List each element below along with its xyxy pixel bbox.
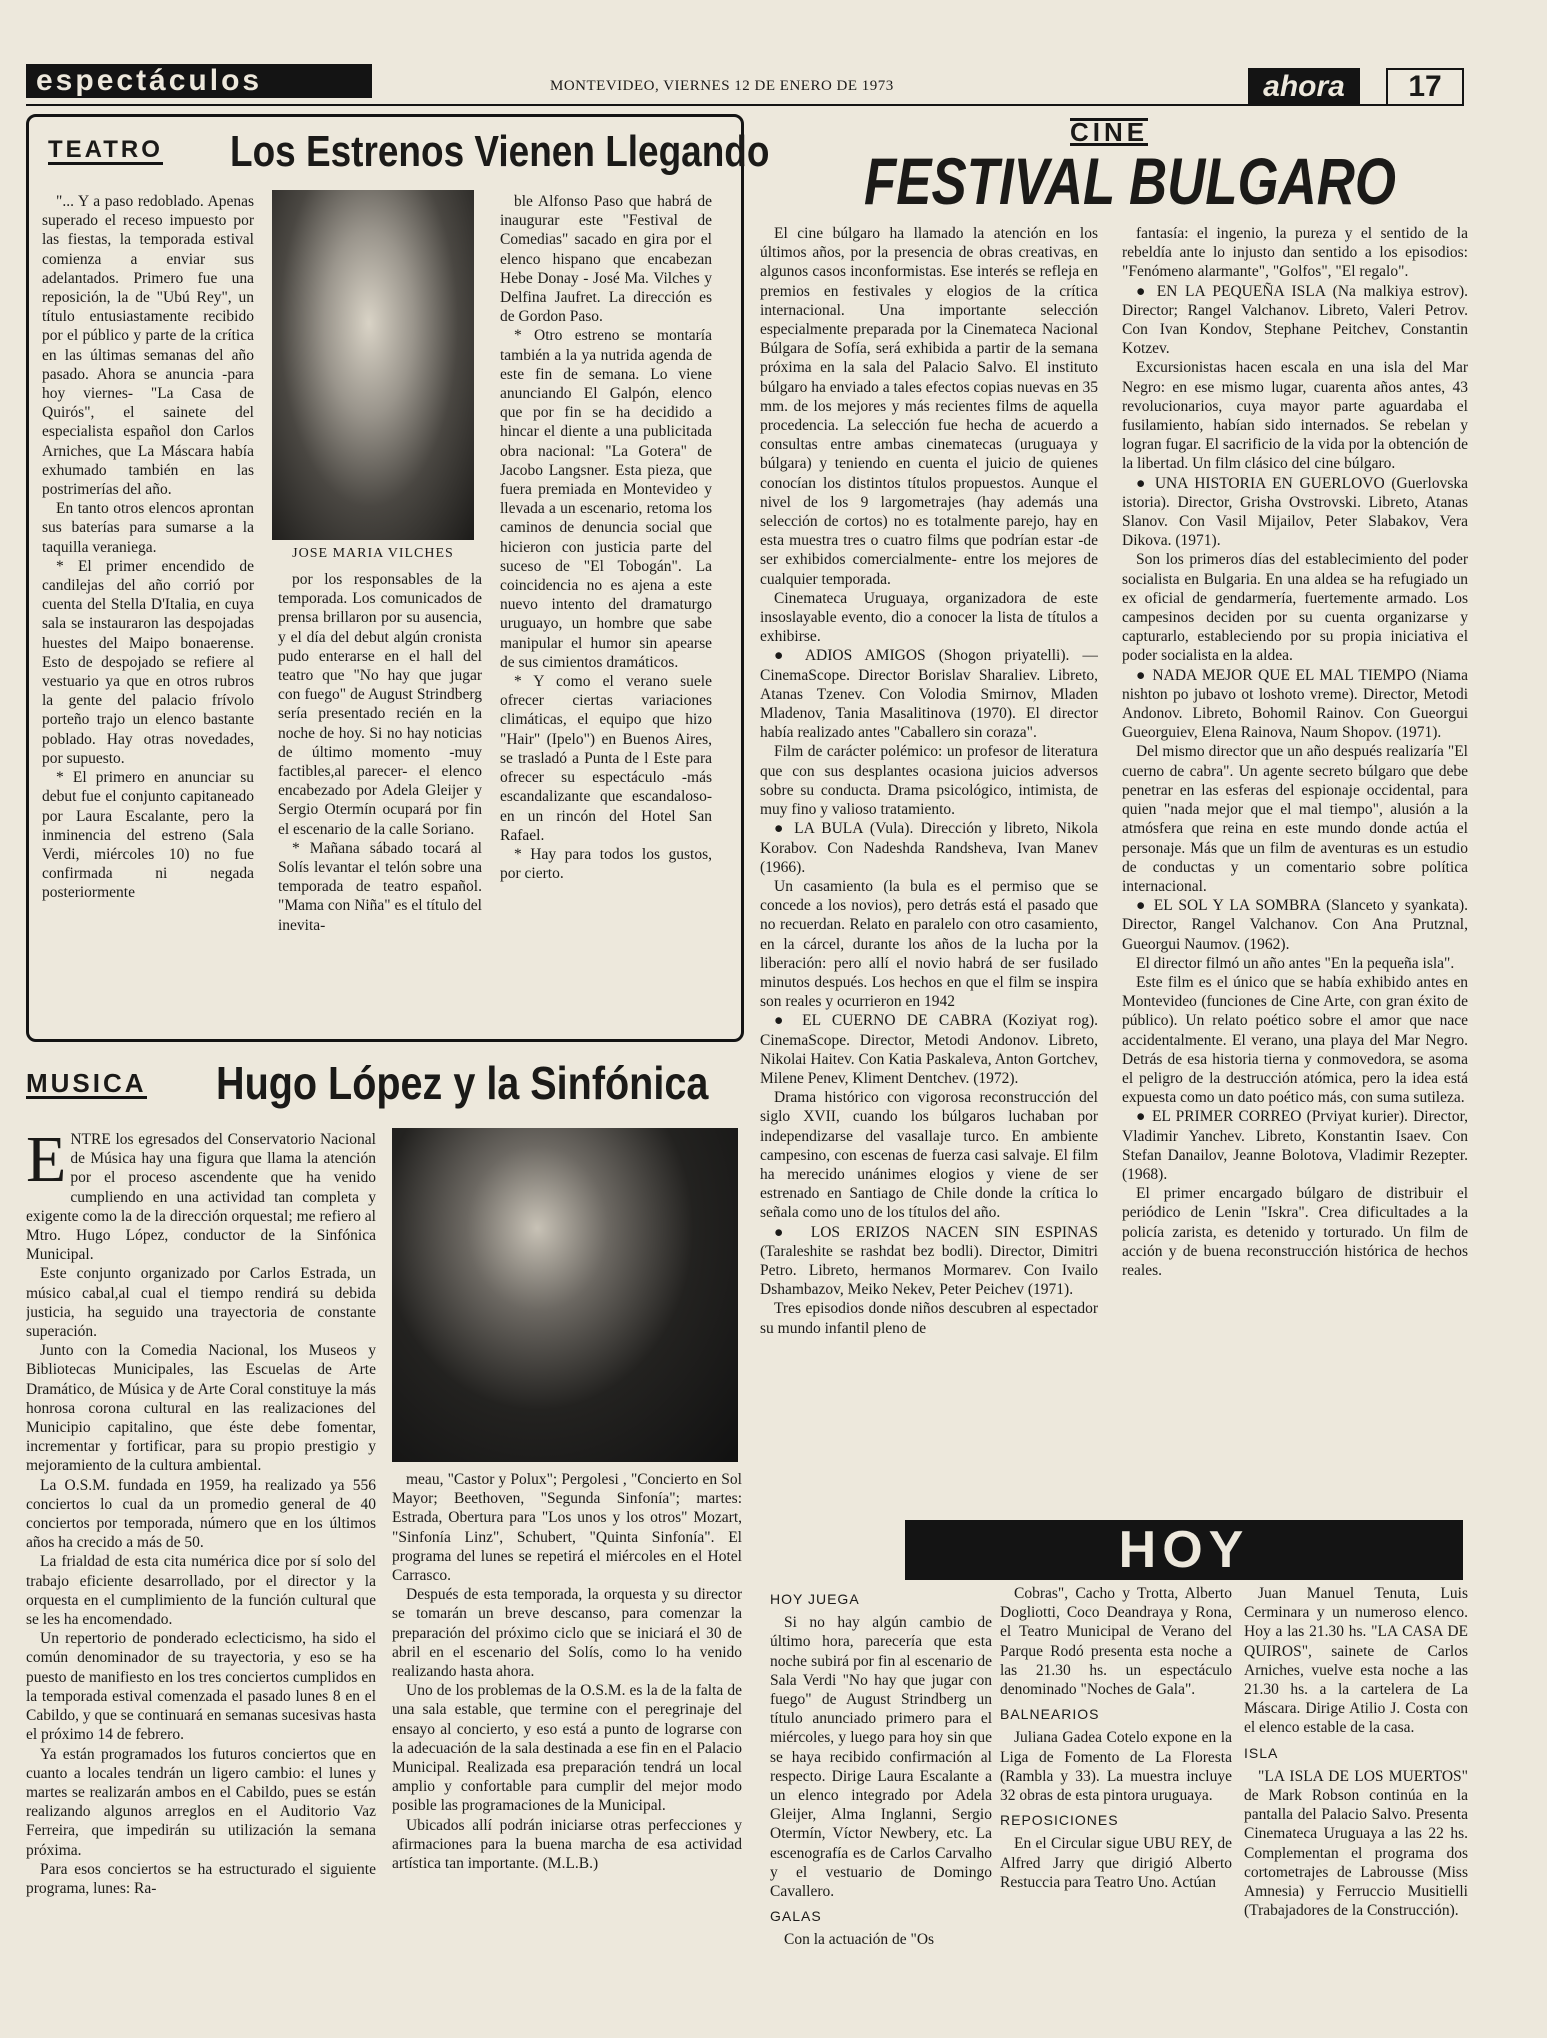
paragraph: "... Y a paso redoblado. Apenas superado el receso impuesto por las fiestas, la temporada estival comienza a enviar sus adelantados. Primero fue una reposición, la de "Ubú Rey", un título entusiastamente recibido por el público y parte de la crítica en las últimas semanas del año pasado. Ahora se anuncia -para hoy viernes- "La Casa de Quirós", el sainete del especialista español don Carlos Arniches, que La Máscara había exhumado también en las postrimerías del año.	[42, 193, 254, 499]
cine-headline: FESTIVAL BULGARO	[864, 144, 1396, 218]
paragraph: ● EL PRIMER CORREO (Prviyat kurier). Director, Vladimir Yanchev. Libreto, Konstantin Isaev. Con Stefan Danailov, Jeanne Bolotova, Vladimir Rezepter. (1968).	[1122, 1108, 1468, 1183]
paragraph: * El primer encendido de candilejas del año corrió por cuenta del Stella D'Italia, en cuya sala se instauraron las despojadas huestes del Maipo bonaerense. Esto de despojado se refiere al vestuario ya que en otros rubros la gente del palacio frívolo porteño trajo un elenco bastante poblado. Hay otras novedades, por supuesto.	[42, 557, 254, 767]
subheading: GALAS	[770, 1908, 822, 1925]
paragraph: Tres episodios donde niños descubren al espectador su mundo infantil pleno de	[760, 1300, 1098, 1337]
dropcap-letter: E	[26, 1130, 67, 1196]
paragraph: Son los primeros días del establecimiento del poder socialista en Bulgaria. En una aldea se ha refugiado un ex oficial de gendarmería, fuertemente armado. Los campesinos deciden por su cuenta organizarse y capturarlo, estableciendo por su propia iniciativa el poder socialista en la aldea.	[1122, 551, 1468, 665]
musica-column-2	[392, 1470, 742, 2000]
paragraph: * El primero en anunciar su debut fue el conjunto capitaneado por Laura Escalante, pero la inminencia del estreno (Sala Verdi, miércoles 10) no fue confirmada ni negada posteriormente	[42, 769, 254, 902]
paragraph: ● LOS ERIZOS NACEN SIN ESPINAS (Taraleshite se rashdat bez bodli). Director, Dimitri Petro. Libreto, hermanos Mormarev. Con Ivailo Dshambazov, Meiko Nekev, Peter Peichev (1971).	[760, 1223, 1098, 1299]
subheading: REPOSICIONES	[1000, 1812, 1119, 1829]
edition-date: MONTEVIDEO, VIERNES 12 DE ENERO DE 1973	[550, 78, 894, 94]
paragraph: Para esos conciertos se ha estructurado el siguiente programa, lunes: Ra-	[26, 1860, 376, 1897]
paragraph: En tanto otros elencos aprontan sus baterías para sumarse a la taquilla veraniega.	[42, 500, 254, 556]
paragraph: ● NADA MEJOR QUE EL MAL TIEMPO (Niama nishton po jubavo ot loshoto vreme). Director, Metodi Andonov. Libreto, Bohomil Rainov. Con Gueorgui Gueorguiev, Elena Rainova, Naum Shopov. (1971).	[1122, 666, 1468, 742]
paragraph: Juan Manuel Tenuta, Luis Cerminara y un numeroso elenco. Hoy a las 21.30 hs. "LA CASA DE QUIROS", sainete de Carlos Arniches, vuelve esta noche a las 21.30 hs. a la cartelera de La Máscara. Dirige Atilio J. Costa con el elenco estable de la casa.	[1244, 1585, 1468, 1737]
teatro-column-2	[278, 570, 482, 1036]
subheading: BALNEARIOS	[1000, 1706, 1100, 1723]
subheading: HOY JUEGA	[770, 1591, 860, 1607]
page-number: 17	[1386, 68, 1464, 106]
paragraph: Este conjunto organizado por Carlos Estrada, un músico cabal,al cual el tiempo rendirá su debida justicia, ha seguido una trayectoria de constante superación.	[26, 1265, 376, 1341]
teatro-label: TEATRO	[48, 136, 163, 163]
musica-column-1	[26, 1130, 376, 2000]
paragraph: ● UNA HISTORIA EN GUERLOVO (Guerlovska istoria). Director, Grisha Ovstrovski. Libreto, Atanas Slanov. Con Vasil Mijailov, Peter Slabakov, Vera Dikova. (1971).	[1122, 474, 1468, 550]
hoy-banner: HOY	[905, 1520, 1463, 1580]
hoy-column-3	[1244, 1584, 1468, 2004]
paragraph: * Hay para todos los gustos, por cierto.	[500, 845, 712, 883]
paragraph: Junto con la Comedia Nacional, los Museos y Bibliotecas Municipales, las Escuelas de Arte Dramático, de Música y de Arte Coral constituye la más honrosa corona cultural en las realizaciones del Municipio capitalino, que éste debe fomentar, incrementar y fortificar, para su propio prestigio y mejoramiento de la cultura ambiental.	[26, 1342, 376, 1475]
paragraph: Este film es el único que se había exhibido antes en Montevideo (funciones de Cine Arte, con gran éxito de público). Un relato poético sobre el amor que nace accidentalmente. El verano, una playa del Mar Negro. Detrás de esa historia tierna y conmovedora, se asoma el peligro de la destrucción atómica, pero la idea está expuesta como un dato poético más, con suma sutileza.	[1122, 973, 1468, 1107]
musica-label: MUSICA	[26, 1068, 147, 1098]
paragraph: La O.S.M. fundada en 1959, ha realizado ya 556 conciertos lo cual da un promedio general de 40 conciertos por temporada, número que en los últimos años ha crecido a más de 50.	[26, 1476, 376, 1552]
paragraph: * Y como el verano suele ofrecer ciertas variaciones climáticas, el equipo que hizo "Hair" (Ipelo") en Buenos Aires, se trasladó a Punta de l Este para ofrecer su espectáculo -más escandalizante que escandaloso- en un rincón del Hotel San Rafael.	[500, 673, 712, 844]
paragraph: Un casamiento (la bula es el permiso que se concede a los novios), pero detrás está el pasado que no recuerdan. Relato en paralelo con otro casamiento, en la cárcel, durante los años de la lucha por la liberación: pero allí el novio habrá de ser fusilado minutos después. Los hechos en que el film se inspira son reales y ocurrieron en 1942	[760, 877, 1098, 1011]
paragraph: Drama histórico con vigorosa reconstrucción del siglo XVII, cuando los búlgaros luchaban por independizarse del vasallaje turco. En ambiente campesino, con escenas de fuerza casi salvaje. El film ha merecido unánimes elogios y viene de ser estrenado en Santiago de Chile donde la crítica lo señala como uno de los títulos del año.	[760, 1089, 1098, 1222]
paragraph: meau, "Castor y Polux"; Pergolesi , "Concierto en Sol Mayor; Beethoven, "Segunda Sinfonía"; martes: Estrada, Obertura para "Los unos y los otros" Mozart, "Sinfonía Linz", Schubert, "Quinta Sinfonía". El programa del lunes se repetirá el miércoles en el Hotel Carrasco.	[392, 1471, 742, 1585]
paragraph: ● EL SOL Y LA SOMBRA (Slanceto y syankata). Director, Rangel Valchanov. Con Ana Prutznal, Gueorgui Naumov. (1962).	[1122, 897, 1468, 953]
cine-column-2	[1122, 224, 1468, 1514]
hugo-lopez-photo	[392, 1128, 738, 1462]
teatro-headline: Los Estrenos Vienen Llegando	[230, 127, 770, 176]
photo-caption-vilches: JOSE MARIA VILCHES	[292, 546, 454, 561]
paragraph: ble Alfonso Paso que habrá de inaugurar este "Festival de Comedias" sacado en gira por el elenco hispano que encabezan Hebe Donay - José Ma. Vilches y Delfina Jaufret. La dirección es de Gordon Paso.	[500, 193, 712, 326]
cine-label: CINE	[1070, 117, 1149, 147]
hoy-column-2	[1000, 1584, 1232, 2004]
teatro-column-1	[42, 192, 254, 1037]
paragraph: ● LA BULA (Vula). Dirección y libreto, Nikola Korabov. Con Nadeshda Randsheva, Ivan Manev (1966).	[760, 820, 1098, 876]
paragraph: Un repertorio de ponderado eclecticismo, ha sido el común denominador de su trayectoria, y eso se ha puesto de manifiesto en los tres conciertos cumplidos en la temporada estival comenzada el pasado lunes 8 en el Cabildo, y que se continuará en semanas sucesivas hasta el próximo 14 de febrero.	[26, 1630, 376, 1744]
newspaper-logo: ahora	[1248, 68, 1360, 106]
paragraph: Juliana Gadea Cotelo expone en la Liga de Fomento de La Floresta (Rambla y 33). La muestra incluye 32 obras de esta pintora uruguaya.	[1000, 1729, 1232, 1805]
paragraph: Ya están programados los futuros conciertos que en cuanto a locales tendrán un ligero cambio: el lunes y martes se realizarán ambos en el Cabildo, pues se están realizando algunos arreglos en el Auditorio Vaz Ferreira, que impedirán su utilización la semana próxima.	[26, 1745, 376, 1859]
paragraph: fantasía: el ingenio, la pureza y el sentido de la rebeldía ante lo injusto dan sentido a los episodios: "Fenómeno alarmante", "Golfos", "El regalo".	[1122, 225, 1468, 281]
paragraph: Cobras", Cacho y Trotta, Alberto Dogliotti, Coco Deandraya y Rona, el Teatro Municipal de Verano del Parque Rodó presenta esta noche a las 21.30 hs. un espectáculo denominado "Noches de Gala".	[1000, 1585, 1232, 1699]
paragraph: ● ADIOS AMIGOS (Shogon priyatelli). — CinemaScope. Director Borislav Sharaliev. Libreto, Atanas Tzenev. Con Volodia Smirnov, Mladen Mladenov, Tania Masalitinova (1970). El director había realizado antes "Caballero sin coraza".	[760, 647, 1098, 742]
cine-column-1	[760, 224, 1098, 1514]
paragraph: Con la actuación de "Os	[784, 1931, 935, 1949]
paragraph: por los responsables de la temporada. Los comunicados de prensa brillaron por su ausencia, y el día del debut algún cronista pudo enterarse en el hall del teatro que "No hay que jugar con fuego" de August Strindberg sería presentado recién en la noche de hoy. Si no hay noticias de último momento -muy factibles,al parecer- el elenco encabezado por Adela Gleijer y Sergio Otermín ocupará por fin el escenario de la calle Soriano.	[278, 571, 482, 838]
paragraph: Del mismo director que un año después realizaría "El cuerno de cabra". Un agente secreto búlgaro que debe penetrar en las esferas del espionaje occidental, para quien "nada mejor que el mal tiempo", alusión a la atmósfera que reina en este mundo donde actúa el personaje. Más que un film de aventuras es un estudio de conductas y un comentario sobre política internacional.	[1122, 743, 1468, 895]
jose-maria-vilches-photo	[272, 190, 474, 540]
paragraph: Film de carácter polémico: un profesor de literatura que con sus desplantes ocasiona juicios adversos sobre su conducta. Drama psicológico, intimista, de muy fino y valioso tratamiento.	[760, 743, 1098, 819]
teatro-column-3	[500, 192, 712, 1037]
paragraph: ● EL CUERNO DE CABRA (Koziyat rog). CinemaScope. Director, Metodi Andonov. Libreto, Nikolai Haitev. Con Katia Paskaleva, Anton Gortchev, Milene Penev, Kliment Dentchev. (1972).	[760, 1012, 1098, 1087]
subheading: ISLA	[1244, 1744, 1279, 1761]
paragraph: * Mañana sábado tocará al Solís levantar el telón sobre una temporada de teatro español. "Mama con Niña" es el título del inevita-	[278, 839, 482, 934]
musica-headline: Hugo López y la Sinfónica	[216, 1057, 709, 1109]
paragraph: "LA ISLA DE LOS MUERTOS" de Mark Robson continúa en la pantalla del Palacio Salvo. Presenta Cinemateca Uruguaya a las 22 hs. Complementan el programa dos cortometrajes de Labrousse (Miss Amnesia) y Ferruccio Musitielli (Trabajadores de la Construcción).	[1244, 1767, 1468, 1920]
hoy-column-1	[770, 1584, 992, 2004]
paragraph: El primer encargado búlgaro de distribuir el periódico de Lenin "Iskra". Crea dificultades a la policía zarista, es detenido y torturado. Un film de acción y de buena reconstrucción histórica de hechos reales.	[1122, 1185, 1468, 1279]
paragraph: Ubicados allí podrán iniciarse otras perfecciones y afirmaciones para la buena marcha de esa actividad artística tan importante. (M.L.B.)	[392, 1816, 742, 1873]
paragraph: Excursionistas hacen escala en una isla del Mar Negro: en ese mismo lugar, cuarenta años antes, 43 revolucionarios, cuya mayor parte aguardaba el fusilamiento, habían sido internados. Se rebelan y logran fugar. El sacrificio de la vida por la obtención de la libertad. Un film clásico del cine búlgaro.	[1122, 359, 1468, 473]
header-rule	[26, 104, 1464, 106]
paragraph: La frialdad de esta cita numérica dice por sí solo del trabajo eficiente desarrollado, por el director y la orquesta en el cumplimiento de la función cultural que se les ha encomendado.	[26, 1553, 376, 1629]
paragraph: Cinemateca Uruguaya, organizadora de este insoslayable evento, dio a conocer la lista de títulos a exhibirse.	[760, 589, 1098, 646]
paragraph: En el Circular sigue UBU REY, de Alfred Jarry que dirigió Alberto Restuccia para Teatro Uno. Actúan	[1000, 1835, 1232, 1891]
paragraph: NTRE los egresados del Conservatorio Nacional de Música hay una figura que llama la atención por el proceso ascendente que ha venido cumpliendo en una actividad tan completa y exigente como la de la dirección orquestal; me refiero al Mtro. Hugo López, conductor de la Sinfónica Municipal.	[26, 1131, 376, 1264]
musica-column-1-text	[26, 1130, 376, 1898]
paragraph: El director filmó un año antes "En la pequeña isla".	[1136, 954, 1455, 972]
paragraph: * Otro estreno se montaría también a la ya nutrida agenda de este fin de semana. Lo viene anunciando El Galpón, elenco que por fin se ha decidido a hincar el diente a una publicitada obra nacional: "La Gotera" de Jacobo Langsner. Esta pieza, que fuera premiada en Montevideo y llevada a un escenario, retoma los caminos de denuncia social que hicieron con justicia parte del suceso de "El Tobogán". La coincidencia no es ajena a este nuevo intento del dramaturgo uruguayo, un hombre que sabe manipular el humor sin apearse de sus cimientos dramáticos.	[500, 327, 712, 671]
section-name: espectáculos	[26, 64, 372, 98]
paragraph: Después de esta temporada, la orquesta y su director se tomarán un breve descanso, para comenzar la preparación del próximo ciclo que se iniciará el 30 de abril en el escenario del Solís, como lo ha venido realizando hasta ahora.	[392, 1586, 742, 1681]
paragraph: ● EN LA PEQUEÑA ISLA (Na malkiya estrov). Director; Rangel Valchanov. Libreto, Valeri Petrov. Con Ivan Kondov, Stephane Peitchev, Constantin Kotzev.	[1122, 282, 1468, 358]
paragraph: Uno de los problemas de la O.S.M. es la de la falta de una sala estable, que termine con el peregrinaje del ensayo al concierto, y eso está a punto de lograrse con la adecuación de la sala destinada a ese fin en el Palacio Municipal. Realizada esa preparación tendrá un local amplio y confortable para cumplir del mejor modo posible las programaciones de la Municipal.	[392, 1682, 742, 1815]
paragraph: El cine búlgaro ha llamado la atención en los últimos años, por la presencia de obras creativas, en algunos casos inconformistas. Ese interés se refleja en premios en festivales y elogios de la crítica internacional. Una importante selección especialmente preparada por la Cinemateca Nacional Búlgara de Sofía, será exhibida a partir de la semana próxima en la sala del Palacio Salvo. El instituto búlgaro ha enviado a tales efectos copias nuevas en 35 mm. de los mejores y más recientes films de aquella procedencia. La selección fue hecha de acuerdo a consultas entre ambas cinematecas (uruguaya y búlgara) y teniendo en cuenta el juicio de quienes conocían los distintos títulos propuestos. Aunque el nivel de los 9 largometrajes (hay además una selección de cortos) no es totalmente parejo, hay en esta muestra tres o cuatro films que podrían estar -de ser exhibidos comercialmente- entre los mejores de cualquier temporada.	[760, 225, 1098, 588]
paragraph: Si no hay algún cambio de último hora, parecería que esta noche subirá por fin al escenario de Sala Verdi "No hay que jugar con fuego" de August Strindberg un título anunciado primero para el miércoles, y luego para hoy sin que se haya recibido confirmación al respecto. Dirige Laura Escalante a un elenco integrado por Adela Gleijer, Alma Inglanni, Sergio Otermín, Víctor Newbery, etc. La escenografía es de Carlos Carvalho y el vestuario de Domingo Cavallero.	[770, 1614, 992, 1901]
